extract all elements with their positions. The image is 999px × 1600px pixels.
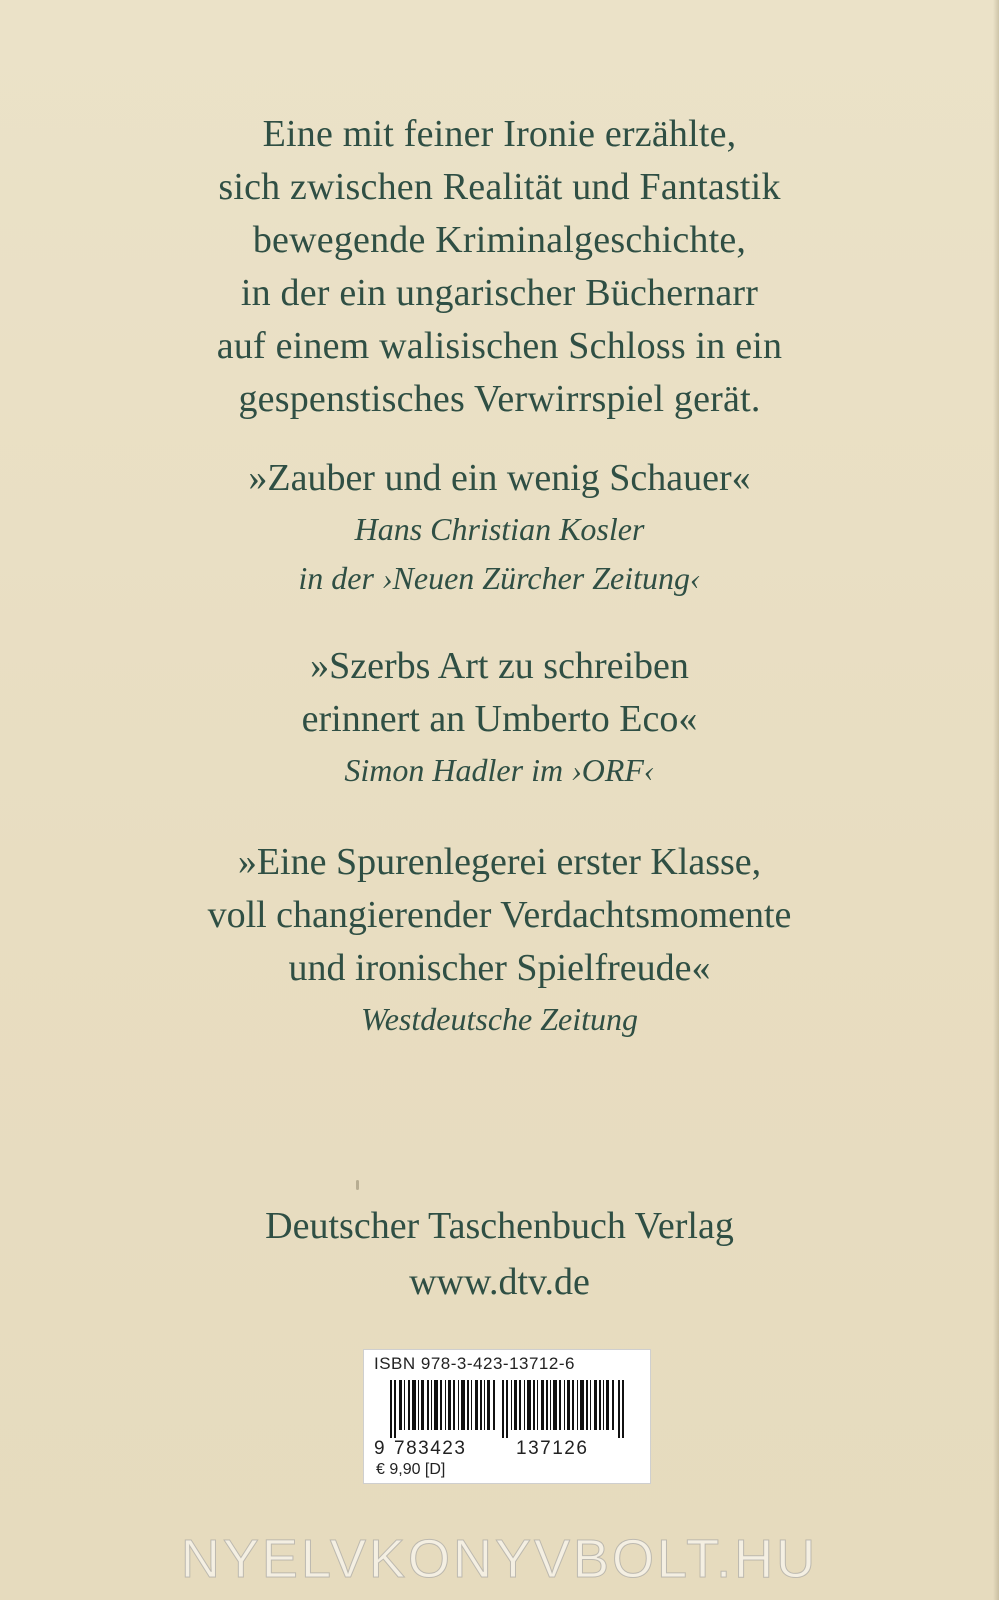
blurb-line: auf einem walisischen Schloss in ein bbox=[216, 325, 783, 367]
blurb-line: sich zwischen Realität und Fantastik bbox=[218, 166, 781, 208]
quote-text: »Eine Spurenlegerei erster Klasse, bbox=[237, 841, 762, 883]
isbn-barcode-label bbox=[363, 1349, 651, 1484]
barcode-digits-left: 783423 bbox=[394, 1438, 467, 1459]
watermark: NYELVKONYVBOLT.HU bbox=[180, 1529, 819, 1589]
review-quote-1 bbox=[0, 452, 999, 603]
blurb-line: gespenstisches Verwirrspiel gerät. bbox=[238, 378, 761, 420]
price-label: € 9,90 [D] bbox=[376, 1461, 446, 1478]
publisher-url: www.dtv.de bbox=[409, 1261, 590, 1303]
barcode-icon bbox=[390, 1380, 626, 1438]
quote-text: und ironischer Spielfreude« bbox=[288, 947, 711, 989]
quote-text: »Szerbs Art zu schreiben bbox=[310, 645, 689, 687]
quote-text: erinnert an Umberto Eco« bbox=[301, 698, 698, 740]
publisher-block bbox=[0, 1198, 999, 1310]
blurb-line: Eine mit feiner Ironie erzählte, bbox=[262, 113, 737, 155]
barcode-digits-right: 137126 bbox=[516, 1438, 589, 1459]
blurb-text bbox=[0, 108, 999, 426]
quote-source: Simon Hadler im ›ORF‹ bbox=[344, 752, 655, 788]
quote-source: Westdeutsche Zeitung bbox=[361, 1001, 638, 1037]
review-quote-2 bbox=[0, 640, 999, 795]
isbn-number: ISBN 978-3-423-13712-6 bbox=[374, 1354, 575, 1373]
quote-source: Hans Christian Kosler bbox=[354, 511, 645, 547]
quote-source: in der ›Neuen Zürcher Zeitung‹ bbox=[298, 560, 701, 596]
barcode-digit-first: 9 bbox=[374, 1438, 387, 1459]
blurb-line: in der ein ungarischer Büchernarr bbox=[240, 272, 759, 314]
paper-speck bbox=[356, 1180, 359, 1190]
publisher-name: Deutscher Taschenbuch Verlag bbox=[265, 1205, 734, 1247]
blurb-line: bewegende Kriminalgeschichte, bbox=[252, 219, 747, 261]
quote-text: voll changierender Verdachtsmomente bbox=[207, 894, 792, 936]
review-quote-3 bbox=[0, 836, 999, 1044]
quote-text: »Zauber und ein wenig Schauer« bbox=[248, 457, 751, 499]
